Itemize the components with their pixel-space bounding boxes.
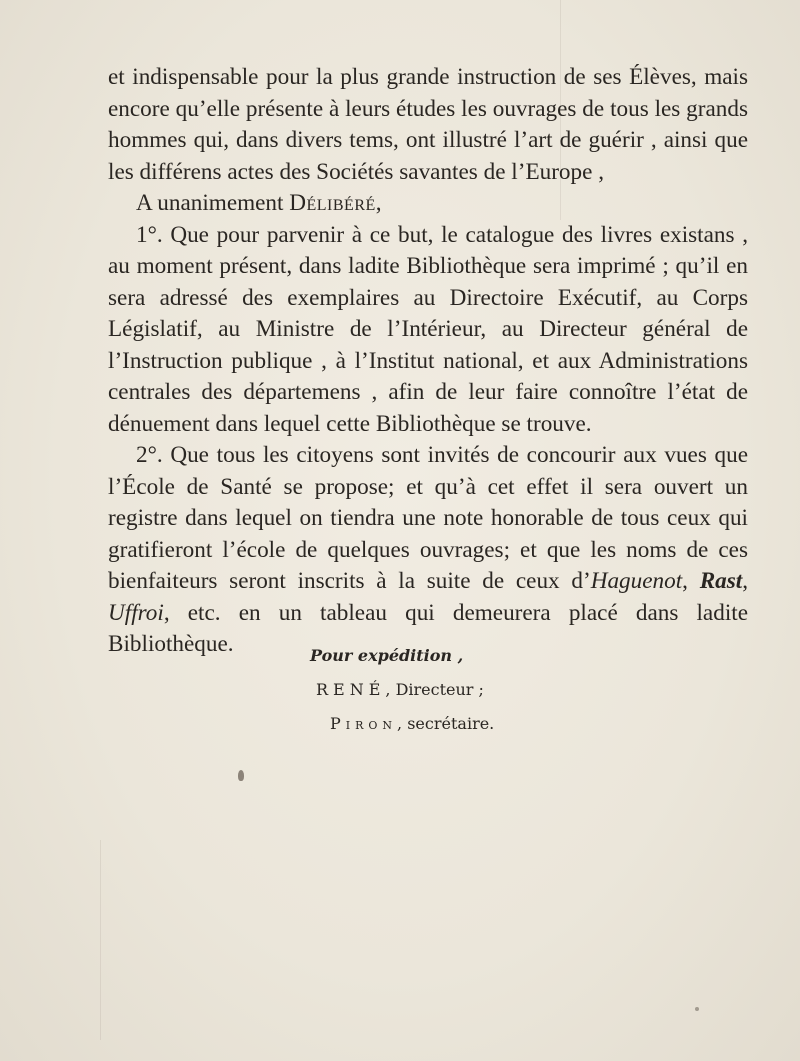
donor-separator-2: ,	[742, 568, 749, 594]
item2-text-start: 2°. Que tous les citoyens sont invités de concourir aux vues que l’École de Santé se propose; et qu’à cet effet il sera ouvert un registre dans lequel on tiendra une note honorable de tous ceux qui gratifieront l’école de quelques ouvrages; et que les noms de ces bienfaiteurs seront inscrits à la suite de ceux d’	[108, 442, 748, 594]
donor-separator-1: ,	[682, 568, 700, 594]
closing-pour-expedition: Pour expédition ,	[310, 646, 464, 665]
intro-line-3: tous les grands hommes qui, dans divers tems, ont illustré	[108, 95, 748, 153]
donor-name-uffroi: Uffroi	[108, 599, 164, 626]
deliberation-line	[108, 188, 748, 220]
resolution-item-2	[108, 440, 748, 661]
paper-crease-left	[100, 840, 101, 1040]
deliberation-word: Délibéré	[289, 190, 376, 216]
intro-line-5: savantes de l’Europe ,	[399, 158, 604, 185]
document-body	[108, 62, 748, 661]
secretary-title: , secrétaire.	[397, 714, 495, 733]
director-title: , Directeur ;	[385, 680, 484, 699]
director-name: RENÉ	[316, 680, 386, 699]
ink-speck	[695, 1007, 699, 1011]
closing-director	[316, 680, 484, 699]
intro-line-4: l’art de guérir , ainsi que les différens actes des Sociétés	[108, 127, 748, 185]
resolution-item-1: 1°. Que pour parvenir à ce but, le catalogue des livres existans , au moment présent, dans ladite Bibliothèque sera imprimé ; qu’il en sera adressé des exemplaires au Directoire Exécutif, au Corps Législatif, au Ministre de l’Intérieur, au Directeur général de l’Instruction publique , à l’Institut national, et aux Administrations centrales des départemens , afin de leur faire connoître l’état de dénuement dans lequel cette Bibliothèque se trouve.	[108, 221, 748, 437]
intro-line-1: et indispensable pour la plus grande instruction de ses Élèves,	[108, 64, 697, 90]
secretary-name: Piron	[330, 714, 398, 733]
donor-name-haguenot: Haguenot	[590, 568, 683, 594]
closing-secretary	[330, 714, 494, 733]
donor-name-rast: Rast	[699, 568, 743, 594]
intro-paragraph	[108, 62, 748, 188]
item2-text-end: , etc. en un tableau qui demeurera placé dans ladite Bibliothèque.	[108, 599, 748, 657]
intro-line-2: mais encore qu’elle présente à leurs études les ouvrages de	[108, 64, 749, 122]
deliberation-suffix: ,	[375, 190, 382, 216]
deliberation-prefix: A unanimement	[136, 190, 290, 216]
ink-blot	[238, 770, 244, 781]
